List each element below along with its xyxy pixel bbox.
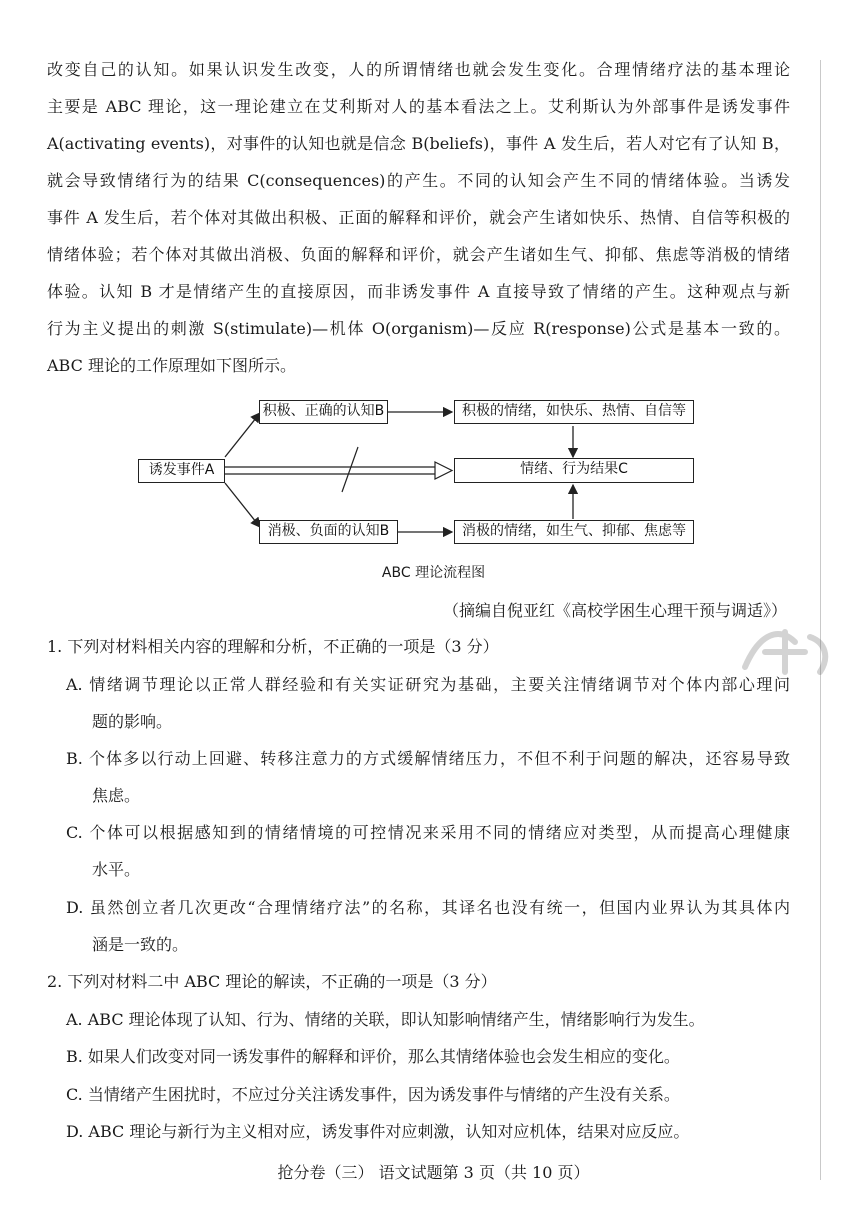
passage-line: 行为主义提出的刺激 S(stimulate)—机体 O(organism)—反应 R(response)公式是基本一致的。 xyxy=(47,319,790,338)
passage-line: 事件 A 发生后，若个体对其做出积极、正面的解释和评价，就会产生诸如快乐、热情、自信等积极的 xyxy=(47,208,790,227)
question-2-option-b: B. 如果人们改变对同一诱发事件的解释和评价，那么其情绪体验也会发生相应的变化。 xyxy=(66,1047,680,1066)
box-trigger-event: 诱发事件A xyxy=(138,459,225,483)
question-1-option-d: D. 虽然创立者几次更改“合理情绪疗法”的名称，其译名也没有统一，但国内业界认为其具体内 xyxy=(66,898,790,917)
question-1-option-a: A. 情绪调节理论以正常人群经验和有关实证研究为基础，主要关注情绪调节对个体内部心理问 xyxy=(66,675,790,694)
box-negative-emotion: 消极的情绪，如生气、抑郁、焦虑等 xyxy=(454,520,694,544)
question-1-option-b: B. 个体多以行动上回避、转移注意力的方式缓解情绪压力，不但不利于问题的解决，还容易导致 xyxy=(66,749,790,768)
question-1-option-b-cont: 焦虑。 xyxy=(92,786,141,805)
page-footer: 抢分卷（三） 语文试题第 3 页（共 10 页） xyxy=(277,1163,590,1182)
box-negative-cognition: 消极、负面的认知B xyxy=(259,520,398,544)
box-positive-cognition: 积极、正确的认知B xyxy=(259,400,388,424)
question-1-option-c-cont: 水平。 xyxy=(92,860,141,879)
passage-line: A(activating events)，对事件的认知也就是信念 B(beliefs)，事件 A 发生后，若人对它有了认知 B， xyxy=(47,134,790,153)
passage-line: 改变自己的认知。如果认识发生改变，人的所谓情绪也就会发生变化。合理情绪疗法的基本理论 xyxy=(47,60,790,79)
passage-line: 就会导致情绪行为的结果 C(consequences)的产生。不同的认知会产生不同的情绪体验。当诱发 xyxy=(47,171,790,190)
passage-line: ABC 理论的工作原理如下图所示。 xyxy=(47,356,296,375)
question-2-option-c: C. 当情绪产生困扰时，不应过分关注诱发事件，因为诱发事件与情绪的产生没有关系。 xyxy=(66,1085,680,1104)
question-1-option-a-cont: 题的影响。 xyxy=(92,712,173,731)
arrow-trigger-to-positive xyxy=(225,413,260,457)
question-1-option-d-cont: 涵是一致的。 xyxy=(92,935,189,954)
source-citation: （摘编自倪亚红《高校学困生心理干预与调适》） xyxy=(442,601,787,620)
direct-path-hollow-arrow xyxy=(225,462,452,479)
arrow-trigger-to-negative xyxy=(225,483,260,527)
passage-line: 主要是 ABC 理论，这一理论建立在艾利斯对人的基本看法之上。艾利斯认为外部事件是诱发事件 xyxy=(47,97,790,116)
diagram-caption: ABC 理论流程图 xyxy=(381,565,486,581)
question-2-option-d: D. ABC 理论与新行为主义相对应，诱发事件对应刺激，认知对应机体，结果对应反应。 xyxy=(66,1122,690,1141)
passage-line: 情绪体验；若个体对其做出消极、负面的解释和评价，就会产生诸如生气、抑郁、焦虑等消极的情绪 xyxy=(47,245,790,264)
negation-slash xyxy=(342,447,358,492)
abc-flowchart xyxy=(130,395,710,555)
question-2-stem: 2. 下列对材料二中 ABC 理论的解读，不正确的一项是（3 分） xyxy=(47,972,497,991)
stamp-seal-icon xyxy=(735,612,845,682)
question-1-stem: 1. 下列对材料相关内容的理解和分析，不正确的一项是（3 分） xyxy=(47,637,499,656)
box-positive-emotion: 积极的情绪，如快乐、热情、自信等 xyxy=(454,400,694,424)
box-result: 情绪、行为结果C xyxy=(454,458,694,483)
passage-line: 体验。认知 B 才是情绪产生的直接原因，而非诱发事件 A 直接导致了情绪的产生。这种观点与新 xyxy=(47,282,790,301)
question-1-option-c: C. 个体可以根据感知到的情绪情境的可控情况来采用不同的情绪应对类型，从而提高心理健康 xyxy=(66,823,790,842)
question-2-option-a: A. ABC 理论体现了认知、行为、情绪的关联，即认知影响情绪产生，情绪影响行为发生。 xyxy=(66,1010,705,1029)
